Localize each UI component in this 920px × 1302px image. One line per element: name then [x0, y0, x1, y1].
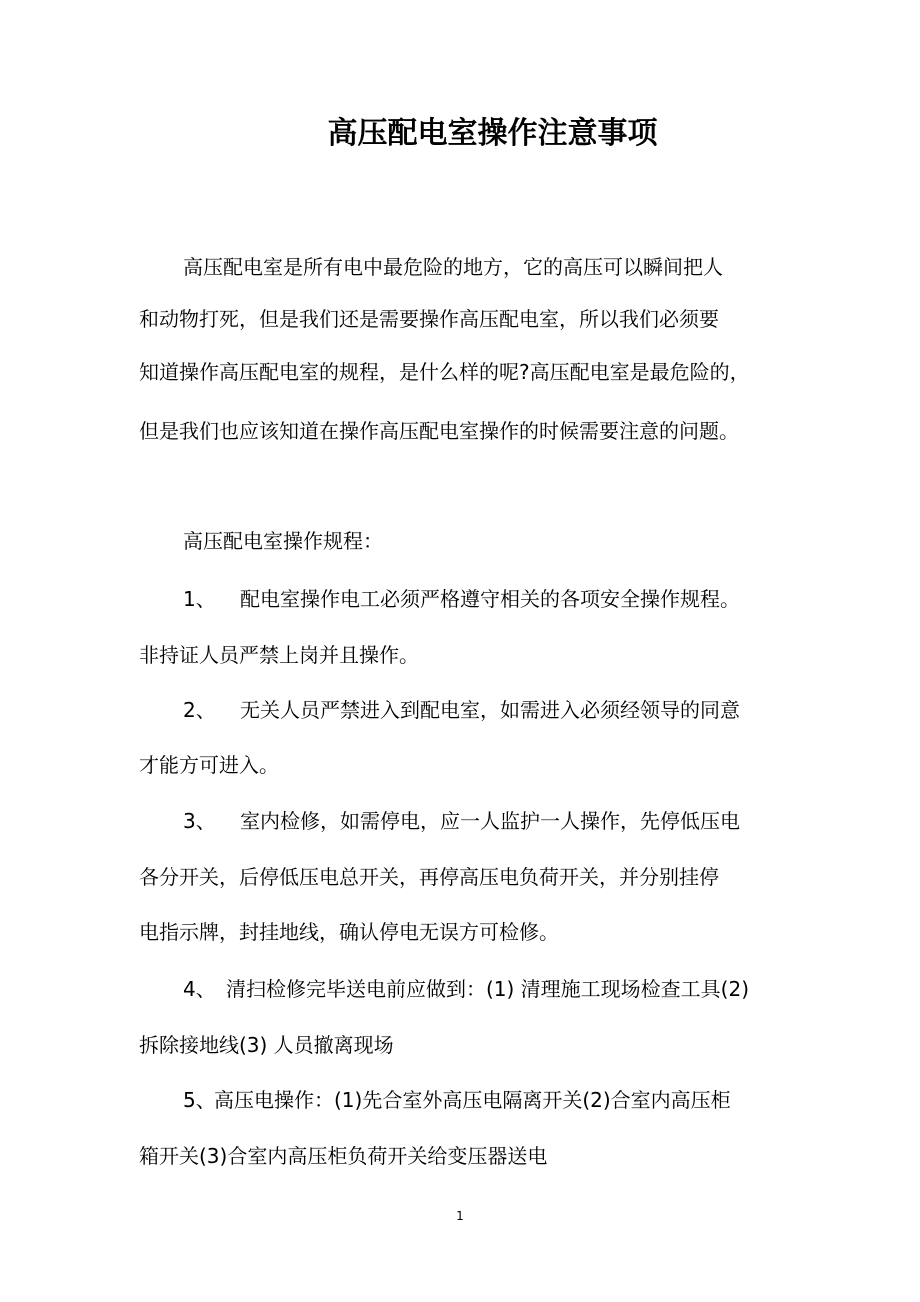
list-item-number: 5、	[183, 1088, 216, 1112]
list-item-line: 无关人员严禁进入到配电室，如需进入必须经领导的同意	[240, 698, 740, 722]
list-item-line: 高压电操作：(1)先合室外高压电隔离开关(2)合室内高压柜	[214, 1088, 731, 1112]
list-item-line: 才能方可进入。	[139, 753, 279, 777]
intro-line: 和动物打死，但是我们还是需要操作高压配电室，所以我们必须要	[139, 307, 719, 331]
page-number: 1	[456, 1209, 464, 1223]
list-item-line: 拆除接地线(3) 人员撤离现场	[139, 1033, 394, 1057]
list-item-number: 1、	[183, 587, 216, 611]
list-item-line: 各分开关，后停低压电总开关，再停高压电负荷开关，并分别挂停	[139, 865, 719, 889]
list-item-line: 配电室操作电工必须严格遵守相关的各项安全操作规程。	[240, 587, 740, 611]
list-item-number: 4、	[183, 977, 216, 1001]
list-item-number: 2、	[183, 698, 216, 722]
document-title: 高压配电室操作注意事项	[327, 116, 658, 151]
intro-line: 高压配电室是所有电中最危险的地方，它的高压可以瞬间把人	[183, 255, 723, 279]
list-item-line: 室内检修，如需停电，应一人监护一人操作，先停低压电	[240, 809, 740, 833]
intro-line: 但是我们也应该知道在操作高压配电室操作的时候需要注意的问题。	[139, 419, 739, 443]
list-item-line: 非持证人员严禁上岗并且操作。	[139, 643, 419, 667]
list-item-line: 箱开关(3)合室内高压柜负荷开关给变压器送电	[139, 1144, 548, 1168]
list-item-line: 清扫检修完毕送电前应做到：(1) 清理施工现场检查工具(2)	[226, 977, 750, 1001]
list-item-number: 3、	[183, 809, 216, 833]
list-item-line: 电指示牌，封挂地线，确认停电无误方可检修。	[139, 920, 559, 944]
intro-line: 知道操作高压配电室的规程，是什么样的呢?高压配电室是最危险的，	[139, 360, 750, 384]
section-heading: 高压配电室操作规程：	[183, 529, 383, 553]
